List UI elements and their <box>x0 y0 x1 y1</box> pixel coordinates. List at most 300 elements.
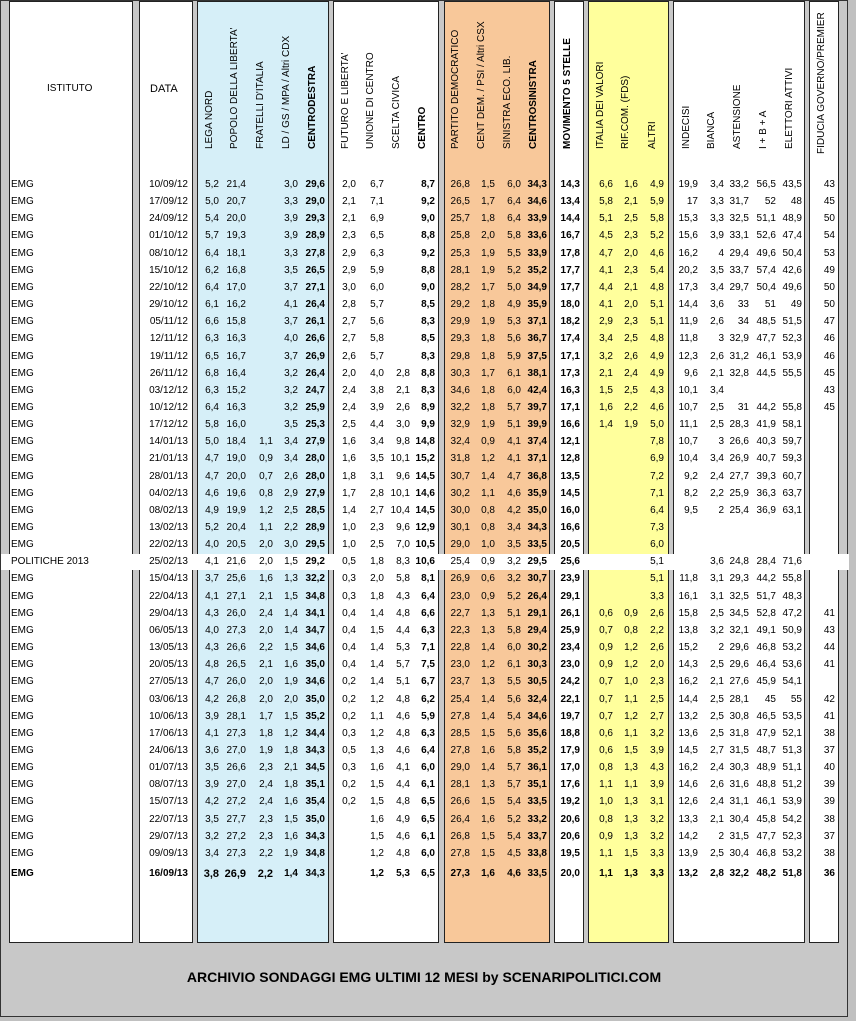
table-cell: 2,6 <box>650 607 664 619</box>
table-cell: 13/02/13 <box>149 522 188 533</box>
table-cell: 48,9 <box>756 762 776 774</box>
table-cell: 2,5 <box>710 710 724 722</box>
table-cell: 0,9 <box>481 590 495 602</box>
table-cell: 53,2 <box>782 642 802 654</box>
table-cell: 13/05/13 <box>149 642 188 654</box>
table-cell: 29,4 <box>729 247 749 259</box>
table-cell: 43 <box>823 624 835 636</box>
table-cell: 50 <box>823 299 835 311</box>
table-cell: 29,0 <box>450 539 470 551</box>
table-cell: 5,1 <box>396 676 410 688</box>
table-cell: 1,3 <box>624 762 638 774</box>
last-row-cell: 13,2 <box>678 868 698 879</box>
table-cell: 4,9 <box>396 813 410 825</box>
table-cell: 4,9 <box>507 299 521 311</box>
table-cell: 45,9 <box>756 676 776 688</box>
table-cell: 2,1 <box>624 196 638 208</box>
table-cell: 1,8 <box>259 727 273 739</box>
table-cell: 56,5 <box>756 179 776 190</box>
table-cell: 17/09/12 <box>149 196 188 208</box>
table-cell: 6,0 <box>421 847 435 859</box>
table-cell: 25/02/13 <box>149 556 188 568</box>
table-cell: 4,8 <box>205 659 219 671</box>
table-cell: 01/10/12 <box>149 230 188 242</box>
table-cell: 4,7 <box>205 453 219 465</box>
table-cell: 2,5 <box>710 659 724 671</box>
table-cell: 0,8 <box>259 487 273 499</box>
table-cell: 27,9 <box>305 436 325 448</box>
table-cell: 1,5 <box>370 830 384 842</box>
table-cell: 2,5 <box>710 693 724 705</box>
table-cell: 17,7 <box>560 264 580 276</box>
table-cell: 2,7 <box>342 316 356 328</box>
table-cell: 3,2 <box>205 830 219 842</box>
table-cell: 39,3 <box>756 470 776 482</box>
table-cell: 32,4 <box>527 693 547 705</box>
table-cell: 3,9 <box>205 779 219 791</box>
table-cell: 1,9 <box>481 419 495 431</box>
table-cell: 35,0 <box>305 659 325 671</box>
table-cell: 26,9 <box>450 573 470 585</box>
table-cell: 46,1 <box>756 796 776 808</box>
table-cell: EMG <box>11 573 34 585</box>
table-cell: 34,9 <box>527 281 547 293</box>
table-cell: 0,3 <box>342 727 356 739</box>
table-cell: 0,6 <box>599 727 613 739</box>
table-cell: 29,2 <box>305 556 325 568</box>
table-cell: 17,8 <box>560 247 580 259</box>
table-cell: 48,8 <box>756 779 776 791</box>
table-cell: 7,0 <box>396 539 410 551</box>
table-cell: 17/06/13 <box>149 727 188 739</box>
table-cell: 3,4 <box>599 333 613 345</box>
table-cell: 3,1 <box>370 470 384 482</box>
table-cell: 31,2 <box>729 350 749 362</box>
table-cell: 34,3 <box>527 522 547 533</box>
table-cell: 10,6 <box>415 556 435 568</box>
table-cell: 2,2 <box>259 642 273 654</box>
table-cell: 46,8 <box>756 642 776 654</box>
table-cell: 1,0 <box>342 539 356 551</box>
table-cell: 25,3 <box>305 419 325 431</box>
table-cell: 5,1 <box>650 316 664 328</box>
table-cell: 2,0 <box>370 573 384 585</box>
table-cell: 0,7 <box>599 693 613 705</box>
table-cell: 31,6 <box>729 779 749 791</box>
table-cell: 6,0 <box>507 642 521 654</box>
table-cell: 4,2 <box>205 796 219 808</box>
table-cell: 6,7 <box>370 179 384 190</box>
table-cell: 21,6 <box>226 556 246 568</box>
table-cell: 27,2 <box>226 796 246 808</box>
table-cell: 10,7 <box>678 436 698 448</box>
table-cell: 1,8 <box>284 744 298 756</box>
table-cell: 22/07/13 <box>149 813 188 825</box>
table-cell: 52,3 <box>782 333 802 345</box>
table-cell: 1,6 <box>284 659 298 671</box>
table-cell: 4,7 <box>205 676 219 688</box>
table-cell: 0,6 <box>599 607 613 619</box>
header-istituto: ISTITUTO <box>47 83 93 94</box>
table-cell: 33,9 <box>527 213 547 225</box>
table-cell: 20,6 <box>560 813 580 825</box>
last-row-cell: 27,3 <box>450 868 470 879</box>
table-cell: 9,6 <box>684 367 698 379</box>
table-cell: 9,8 <box>396 436 410 448</box>
table-cell: 4,4 <box>396 624 410 636</box>
table-cell: 2,0 <box>259 693 273 705</box>
table-cell: 4,9 <box>650 367 664 379</box>
table-cell: 12,9 <box>415 522 435 533</box>
table-cell: 34,6 <box>305 642 325 654</box>
table-cell: 1,3 <box>624 813 638 825</box>
table-cell: EMG <box>11 676 34 688</box>
table-cell: 8,5 <box>421 299 435 311</box>
table-cell: 1,9 <box>481 264 495 276</box>
table-cell: 29,1 <box>560 590 580 602</box>
table-cell: 29,1 <box>527 607 547 619</box>
table-cell: 4,5 <box>507 847 521 859</box>
table-cell: 5,1 <box>650 573 664 585</box>
table-cell: 29,3 <box>729 573 749 585</box>
table-cell: 7,1 <box>370 196 384 208</box>
table-cell: 2,4 <box>710 762 724 774</box>
table-cell: 15/07/13 <box>149 796 188 808</box>
table-cell: 25,9 <box>560 624 580 636</box>
table-cell: 5,3 <box>507 316 521 328</box>
table-cell: 30,7 <box>527 573 547 585</box>
table-cell: 2,7 <box>710 744 724 756</box>
table-cell: 0,5 <box>342 744 356 756</box>
table-cell: 51,5 <box>782 316 802 328</box>
table-cell: 46,4 <box>756 659 776 671</box>
table-cell: 2,7 <box>342 333 356 345</box>
table-cell: 5,0 <box>205 436 219 448</box>
table-cell: 6,6 <box>421 607 435 619</box>
table-cell: 29,6 <box>729 642 749 654</box>
table-cell: 50,4 <box>756 281 776 293</box>
table-cell: 5,2 <box>650 230 664 242</box>
table-cell: 9,2 <box>421 247 435 259</box>
table-cell: 35,6 <box>527 727 547 739</box>
table-cell: 18,8 <box>560 727 580 739</box>
table-cell: 8,3 <box>396 556 410 568</box>
table-cell: 3,4 <box>284 453 298 465</box>
table-cell: 0,8 <box>599 762 613 774</box>
table-cell: 4,1 <box>205 590 219 602</box>
table-cell: 06/05/13 <box>149 624 188 636</box>
table-cell: 32,8 <box>729 367 749 379</box>
table-cell: 12,6 <box>678 796 698 808</box>
table-cell: 12/11/12 <box>149 333 188 345</box>
table-cell: 5,1 <box>507 419 521 431</box>
table-cell: 3,9 <box>710 230 724 242</box>
table-cell: 26,5 <box>450 196 470 208</box>
table-cell: 2,0 <box>259 539 273 551</box>
table-cell: 2,0 <box>259 624 273 636</box>
table-cell: 31,1 <box>729 796 749 808</box>
table-cell: 3,7 <box>284 316 298 328</box>
table-cell: 48 <box>790 196 802 208</box>
table-cell: 18,0 <box>560 299 580 311</box>
table-cell: 30,2 <box>527 642 547 654</box>
table-cell: 1,8 <box>342 470 356 482</box>
table-cell: 5,6 <box>507 727 521 739</box>
table-cell: 29,4 <box>527 624 547 636</box>
table-cell: 5,7 <box>507 401 521 413</box>
table-cell: EMG <box>11 693 34 705</box>
table-cell: 1,6 <box>259 573 273 585</box>
table-cell: 6,1 <box>507 367 521 379</box>
table-cell: 6,1 <box>205 299 219 311</box>
last-row-cell: 48,2 <box>756 868 776 879</box>
table-cell: 05/11/12 <box>149 316 188 328</box>
table-cell: 28,9 <box>305 230 325 242</box>
table-cell: 59,7 <box>782 436 802 448</box>
table-cell: 17,3 <box>560 367 580 379</box>
table-cell: 2,3 <box>624 230 638 242</box>
table-cell: 5,2 <box>205 179 219 190</box>
header-lega: LEGA NORD <box>204 90 215 149</box>
table-cell: 6,0 <box>421 762 435 774</box>
table-cell: 08/10/12 <box>149 247 188 259</box>
table-cell: 26,1 <box>305 316 325 328</box>
table-cell: 3,5 <box>284 419 298 431</box>
table-cell: 5,4 <box>205 213 219 225</box>
table-cell: 8,7 <box>421 179 435 190</box>
table-cell: 5,8 <box>396 573 410 585</box>
table-cell: 27,8 <box>450 847 470 859</box>
table-cell: 20,0 <box>226 470 246 482</box>
table-cell: 1,6 <box>624 179 638 190</box>
table-cell: 23,4 <box>560 642 580 654</box>
table-cell: EMG <box>11 607 34 619</box>
table-cell: 26,4 <box>450 813 470 825</box>
table-cell: EMG <box>11 316 34 328</box>
table-cell: 30,3 <box>729 762 749 774</box>
table-cell: 6,4 <box>507 196 521 208</box>
table-cell: 5,7 <box>370 299 384 311</box>
table-cell: 16,7 <box>560 230 580 242</box>
table-cell: 5,6 <box>370 316 384 328</box>
table-cell: 4,7 <box>205 470 219 482</box>
table-cell: 8,8 <box>421 230 435 242</box>
table-cell: 16,3 <box>560 384 580 396</box>
table-cell: 1,0 <box>342 522 356 533</box>
table-cell: 37,1 <box>527 316 547 328</box>
table-cell: 39 <box>823 796 835 808</box>
table-cell: 5,7 <box>370 350 384 362</box>
header-sel: SINISTRA ECO. LIB. <box>502 55 513 149</box>
table-cell: 27,3 <box>226 847 246 859</box>
table-cell: 25,9 <box>305 401 325 413</box>
table-cell: 46,1 <box>756 350 776 362</box>
table-cell: 1,5 <box>624 744 638 756</box>
table-cell: 33,2 <box>729 179 749 190</box>
table-cell: 2,0 <box>624 299 638 311</box>
table-cell: 1,7 <box>259 710 273 722</box>
table-cell: 33,5 <box>527 796 547 808</box>
table-cell: 53,9 <box>782 796 802 808</box>
last-row-cell: 26,9 <box>224 868 246 880</box>
table-cell: 28,1 <box>450 779 470 791</box>
table-cell: 0,8 <box>481 504 495 516</box>
table-cell: 0,9 <box>481 556 495 568</box>
table-cell: 5,9 <box>650 196 664 208</box>
table-cell: 4,8 <box>650 281 664 293</box>
table-cell: 29,2 <box>450 299 470 311</box>
table-cell: 4,6 <box>205 487 219 499</box>
table-cell: 19,9 <box>678 179 698 190</box>
last-row-cell: 6,5 <box>421 868 435 879</box>
table-cell: 13,3 <box>678 813 698 825</box>
table-cell: 4,3 <box>650 384 664 396</box>
table-cell: 53,6 <box>782 659 802 671</box>
table-cell: 51,3 <box>782 744 802 756</box>
table-cell: 15,2 <box>226 384 246 396</box>
table-cell: 19,5 <box>560 847 580 859</box>
table-cell: 27,0 <box>226 779 246 791</box>
table-cell: 1,9 <box>284 676 298 688</box>
table-cell: 20,5 <box>560 539 580 551</box>
table-cell: 6,8 <box>205 367 219 379</box>
table-cell: 1,6 <box>284 830 298 842</box>
table-cell: 5,9 <box>370 264 384 276</box>
table-cell: 0,3 <box>342 762 356 774</box>
table-cell: 9,6 <box>396 470 410 482</box>
table-cell: 5,9 <box>421 710 435 722</box>
table-cell: 37,1 <box>527 453 547 465</box>
table-cell: 5,7 <box>507 762 521 774</box>
table-cell: 16,6 <box>560 419 580 431</box>
table-cell: 39 <box>823 779 835 791</box>
table-cell: 16,0 <box>560 504 580 516</box>
table-cell: 26,6 <box>226 642 246 654</box>
table-cell: EMG <box>11 659 34 671</box>
table-cell: 01/07/13 <box>149 762 188 774</box>
table-cell: 47 <box>823 316 835 328</box>
table-cell: 0,2 <box>342 796 356 808</box>
table-cell: 5,1 <box>650 299 664 311</box>
table-cell: 3,4 <box>507 522 521 533</box>
last-row-cell: 16/09/13 <box>149 868 188 879</box>
table-cell: 34,6 <box>305 676 325 688</box>
table-cell: 2,0 <box>259 556 273 568</box>
table-cell: 0,9 <box>599 830 613 842</box>
table-cell: 2,0 <box>259 676 273 688</box>
table-cell: 31,5 <box>729 830 749 842</box>
table-cell: 1,6 <box>370 762 384 774</box>
table-cell: 3,2 <box>284 401 298 413</box>
table-cell: 23,0 <box>560 659 580 671</box>
table-cell: 33,2 <box>527 813 547 825</box>
table-cell: 3,3 <box>650 847 664 859</box>
table-cell: 08/02/13 <box>149 504 188 516</box>
table-cell: 17,7 <box>560 281 580 293</box>
table-cell: 36,9 <box>756 504 776 516</box>
header-indecisi: INDECISI <box>681 105 692 149</box>
header-fdi: FRATELLI D'ITALIA <box>255 61 266 149</box>
last-row-cell: 33,5 <box>527 868 547 879</box>
table-cell: 1,4 <box>284 607 298 619</box>
table-cell: 2,6 <box>710 779 724 791</box>
table-cell: 2,2 <box>710 487 724 499</box>
header-data: DATA <box>150 83 178 95</box>
table-cell: 17,1 <box>560 401 580 413</box>
table-cell: 2,9 <box>342 247 356 259</box>
table-cell: 32,4 <box>450 436 470 448</box>
table-cell: 47,7 <box>756 333 776 345</box>
table-cell: 42 <box>823 693 835 705</box>
table-cell: 1,1 <box>481 487 495 499</box>
table-cell: 48,5 <box>756 316 776 328</box>
table-cell: 28,5 <box>450 727 470 739</box>
table-cell: 24/06/13 <box>149 744 188 756</box>
table-cell: 3,6 <box>205 744 219 756</box>
table-cell: 2,1 <box>342 213 356 225</box>
table-cell: 19,2 <box>560 796 580 808</box>
table-cell: 42,6 <box>782 264 802 276</box>
table-cell: 2,6 <box>624 350 638 362</box>
table-cell: 4,0 <box>205 624 219 636</box>
table-cell: 04/02/13 <box>149 487 188 499</box>
table-cell: 24,8 <box>729 556 749 568</box>
table-cell: 33,5 <box>527 539 547 551</box>
table-cell: 18,2 <box>560 316 580 328</box>
table-cell: 1,8 <box>284 779 298 791</box>
table-cell: 2,0 <box>624 247 638 259</box>
table-cell: 26,0 <box>226 676 246 688</box>
table-cell: 4,1 <box>507 453 521 465</box>
table-cell: 27/05/13 <box>149 676 188 688</box>
table-cell: 4,6 <box>396 744 410 756</box>
table-cell: EMG <box>11 419 34 431</box>
table-cell: 15/04/13 <box>149 573 188 585</box>
table-cell: 3,0 <box>284 179 298 190</box>
table-cell: 26,4 <box>305 367 325 379</box>
table-cell: 1,2 <box>481 453 495 465</box>
table-cell: 25,4 <box>450 556 470 568</box>
table-cell: 34,4 <box>305 727 325 739</box>
table-cell: 8,8 <box>421 264 435 276</box>
table-cell: 1,1 <box>259 436 273 448</box>
table-cell: 51,2 <box>782 779 802 791</box>
table-cell: EMG <box>11 624 34 636</box>
table-cell: 2,6 <box>396 401 410 413</box>
table-cell: 5,2 <box>507 813 521 825</box>
table-cell: 4,8 <box>396 847 410 859</box>
table-cell: 39,7 <box>527 401 547 413</box>
table-cell: 1,2 <box>284 727 298 739</box>
table-cell: 53,2 <box>782 847 802 859</box>
table-cell: 52,1 <box>782 727 802 739</box>
table-cell: 47,2 <box>782 607 802 619</box>
table-cell: 27,2 <box>226 830 246 842</box>
table-cell: 3,3 <box>710 213 724 225</box>
table-cell: 3,4 <box>710 281 724 293</box>
table-cell: 7,8 <box>650 436 664 448</box>
header-altri: ALTRI <box>647 121 658 149</box>
table-cell: 26,6 <box>450 796 470 808</box>
table-cell: 2,2 <box>624 401 638 413</box>
table-cell: 6,0 <box>507 179 521 190</box>
table-cell: 45 <box>823 401 835 413</box>
table-cell: 26,8 <box>226 693 246 705</box>
table-cell: 4,3 <box>205 642 219 654</box>
table-cell: 50,9 <box>782 624 802 636</box>
table-cell: 9,2 <box>684 470 698 482</box>
table-cell: 20/05/13 <box>149 659 188 671</box>
